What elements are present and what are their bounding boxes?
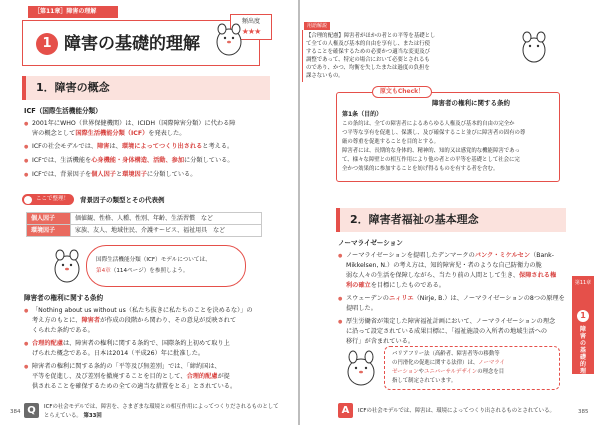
term-line-3: することを確保するための必要かつ適当な変更及び [306,49,430,55]
bullet-norm-2: ● スウェーデンのニィリエ（Nirje, B.）は、ノーマライゼーションの8つの原理を [346,294,565,304]
question-badge: Q [24,403,39,418]
law-line-2: つ平等な享有を促進し、保護し、及び確保すること並びに障害者の固有の尊 [342,130,526,136]
bullet-norm-3c: 移行」が含まれている。 [346,338,415,345]
frequency-stars: ★★★ [241,27,261,36]
chapter-tab: ［第11章］障害の理解 [28,6,118,18]
bullet-icf-1-cont: 害の概念として国際生活機能分類（ICF）を発表した。 [32,130,186,137]
table-row [27,213,262,225]
question-text-1: ICFの社会モデルでは、障害を、さまざまな環境との相互作用によってつくりだされるものとして [44,404,279,410]
law-line-4: 障害者には、長期的な身体的、精神的、知的又は感覚的な機能障害であっ [342,148,520,154]
table-cell-head: 個人因子 [27,213,71,225]
term-line-2: て全ての人権及び基本的自由を享有し、または行使 [306,41,430,47]
check-icon [24,196,32,204]
title-number: 1 [36,33,58,55]
mascot-icon [344,346,378,386]
side-tab-chapter: 第11章 [574,280,592,286]
bullet-conv-1b: 考え方のもとに、障害者が作成の段階から関わり、その意見が反映されて [32,317,237,324]
bullet-conv-2: ● 合理的配慮は、障害者の権利に関する条約で、国際条約上初めて取り上 [32,339,230,349]
factor-table [26,212,262,237]
law-line-5: て、様々な障壁との相互作用により他の者との平等を基礎として社会に完 [342,157,520,163]
note-line-2: 第4章（114ページ）を参照しよう。 [96,268,189,274]
term-line-1: 【合理的配慮】障害者がほかの者との平等を基礎とし [306,33,436,39]
law-title: 障害者の権利に関する条約 [432,99,510,107]
bullet-norm-1d: 利の確立を目標にしたものである。 [346,282,445,289]
bullet-conv-2b: げられた概念である。日本は2014（平成26）年に批准した。 [32,350,205,357]
section-heading-1-text: 1．障害の概念 [36,81,110,94]
check-pill: ここで整理！ [22,194,74,205]
bullet-conv-1: ● 「Nothing about us without us（私たち抜きに私たちのことを決めるな）」の [32,306,253,316]
term-line-4: 調整であって、特定の場合において必要とされるも [306,57,430,63]
law-line-1: この条約は、全ての障害者によるあらゆる人権及び基本的自由の完全か [342,121,515,127]
bullet-conv-3: ● 障害者の権利に関する条約の「平等及び無差別」では、「締約国は、 [32,362,221,372]
bullet-conv-3b: 平等を促進し、及び差別を撤廃することを目的として、合理的配慮が提 [32,373,230,380]
bullet-icf-3: ● ICFでは、生活機能を心身機能・身体構造、活動、参加に分類している。 [32,156,234,166]
mascot-icon [52,244,82,284]
table-row [27,225,262,237]
answer-text: ICFの社会モデルでは、障害は、環境によってつくり出されるものとされている。 [358,408,555,414]
tip-line-4: 指して制定されています。 [392,378,457,384]
tip-line-2: の円滑化の促進に関する法律）は、ノーマライ [392,360,505,366]
bullet-norm-1c: 弱な人々の生活を保障しながら、当たり前の人間として生き、保障される権 [346,272,557,279]
chapter-side-tab [572,276,594,382]
side-tab-text: 障害の基礎的理解 [579,326,586,382]
law-line-6: 全かつ効果的に参加することを妨げ得るものを有する者を含む。 [342,166,499,172]
bullet-icf-4: ● ICFでは、背景因子を個人因子と環境因子に分類している。 [32,170,196,180]
bullet-norm-3: ● 厚生労働省が策定した障害福祉計画において、ノーマライゼーションの理念 [346,317,555,327]
table-cell: 家族、友人、地域住民、介護サービス、福祉用具 など [71,225,262,237]
answer-badge: A [338,403,353,418]
bullet-norm-2b: 提唱した。 [346,305,377,312]
table-cell: 価値観、性格、人種、性別、年齢、生活習慣 など [71,213,262,225]
bullet-norm-3b: に沿って設定されている成果目標に、「福祉施設の入所者の地域生活への [346,328,548,335]
bullet-conv-3c: 供されることを確保するための全ての適当な措置をとる」とされている。 [32,383,237,390]
page-number-right: 385 [578,409,589,415]
page-number-left: 384 [10,409,21,415]
subhead-normalization: ノーマライゼーション [338,239,403,247]
section-heading-2 [336,208,566,232]
term-line-5: のであり、かつ、均衡を失したまたは過度の負担を [306,65,430,71]
question-text-2: とらえている。 第33回 [44,413,102,419]
tip-line-3: ゼーションやユニバーサルデザインの理念を目 [392,369,505,375]
bullet-conv-1c: くられた条約である。 [32,327,94,334]
frequency-label: 頻出度 [241,18,260,25]
bullet-icf-2: ● ICFの社会モデルでは、障害は、環境によってつくり出されると考える。 [32,142,233,152]
table-cell-head: 環境因子 [27,225,71,237]
subhead-convention: 障害者の権利に関する条約 [24,294,104,302]
check-title: 背景因子の類型とその代表例 [80,196,165,204]
section-heading-2-text: 2．障害者福祉の基本理念 [350,213,479,226]
law-article: 第1条（目的） [342,111,383,118]
side-tab-number: 1 [577,310,589,322]
tip-line-1: バリアフリー法（高齢者、障害者等の移動等 [392,351,500,357]
mascot-icon [214,20,244,56]
note-line-1: 国際生活機能分類（ICF）モデルについては、 [96,257,211,263]
law-pill: 原文もCheck！ [372,86,432,98]
subhead-icf: ICF（国際生活機能分類） [24,107,102,115]
section-heading-1 [22,76,270,100]
term-line-6: 課さないもの。 [306,73,344,79]
law-line-3: 厳の尊重を促進することを目的とする。 [342,139,440,145]
bullet-icf-1: ● 2001年にWHO（世界保健機関）は、ICIDH（国際障害分類）に代わる障 [32,119,235,129]
bullet-norm-1b: Mikkelsen, N.）の考え方は、知的障害児・者のような自己防衛力の脆 [346,262,542,269]
term-label: 用語解説 [304,22,330,30]
mascot-icon [520,28,548,64]
bullet-norm-1: ● ノーマライゼーションを提唱したデンマークのバンク・ミケルセン（Bank- [346,251,554,261]
page-title: 障害の基礎的理解 [64,34,200,54]
